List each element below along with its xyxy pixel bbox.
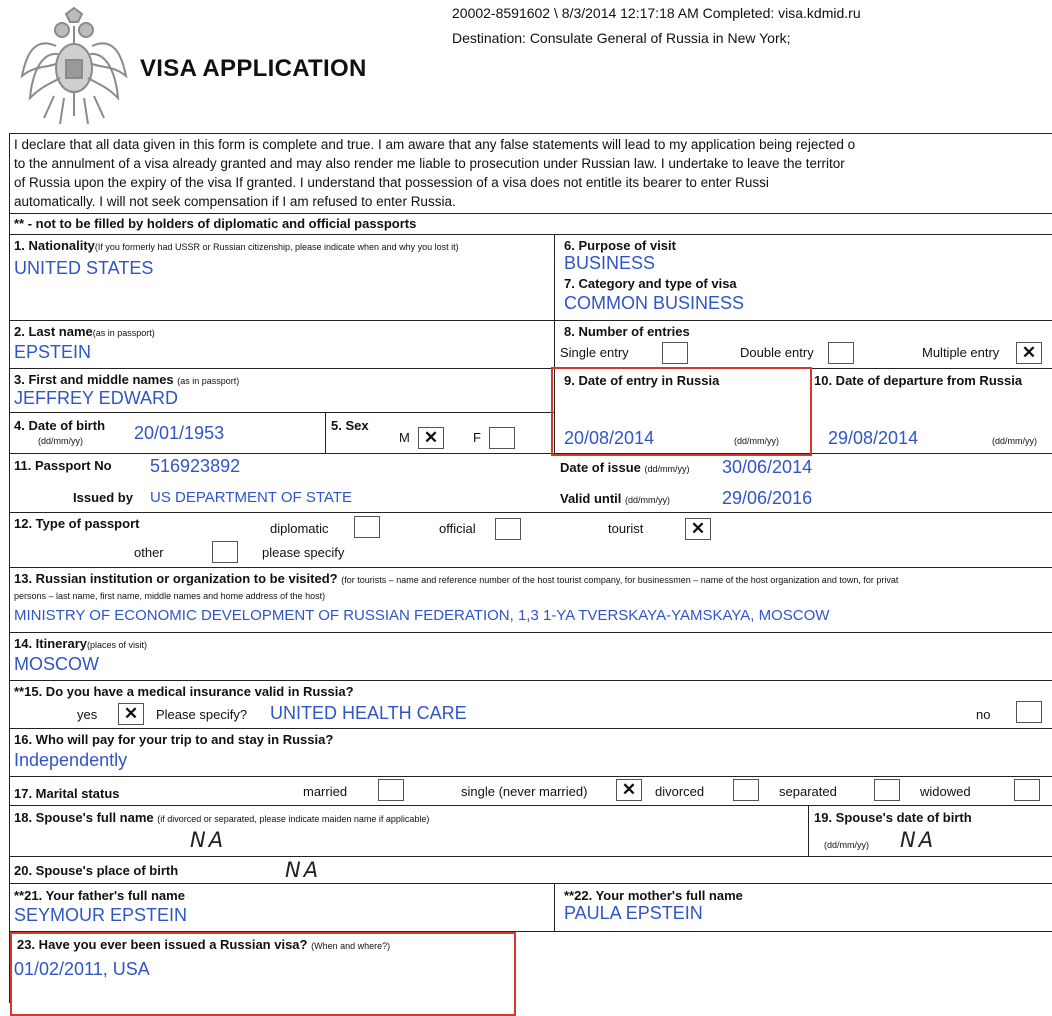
institution-hint: persons – last name, first name, middle names and home address of the host) [14, 591, 326, 601]
diplomatic-label: diplomatic [270, 521, 329, 536]
row-divider [9, 883, 1052, 884]
insurance-value[interactable]: UNITED HEALTH CARE [270, 703, 467, 723]
mother-label: **22. Your mother's full name [564, 888, 743, 903]
row-divider [9, 234, 1052, 235]
row-divider [9, 632, 1052, 633]
purpose-value[interactable]: BUSINESS [564, 253, 656, 273]
passport-no-label: 11. Passport No [14, 458, 112, 473]
row-divider [9, 776, 1052, 777]
row-divider [9, 680, 1052, 681]
entry-date-highlight [551, 367, 812, 456]
destination-meta: Destination: Consulate General of Russia in New York; [452, 30, 791, 46]
other-checkbox[interactable] [212, 541, 238, 563]
single-label: single (never married) [461, 784, 588, 799]
passport-type-label: 12. Type of passport [14, 516, 140, 531]
sex-f-checkbox[interactable] [489, 427, 515, 449]
column-divider [554, 883, 555, 931]
declaration-line: I declare that all data given in this form is complete and true. I am aware that any false statements will lead to my application being rejected o [14, 137, 856, 152]
sex-f-label: F [473, 430, 481, 445]
insurance-yes-label: yes [77, 707, 98, 722]
submission-meta: 20002-8591602 \ 8/3/2014 12:17:18 AM Completed: visa.kdmid.ru [452, 5, 861, 21]
payer-value[interactable]: Independently [14, 750, 128, 770]
single-checkbox[interactable]: ✕ [616, 779, 642, 801]
itinerary-label: 14. Itinerary(places of visit) [14, 636, 148, 651]
valid-until-label: Valid until (dd/mm/yy) [560, 491, 671, 506]
prior-visa-highlight [10, 932, 516, 1016]
first-names-label: 3. First and middle names (as in passport) [14, 372, 240, 387]
form-border-left [9, 133, 10, 1003]
date-issue-value[interactable]: 30/06/2014 [722, 457, 813, 477]
double-entry-label: Double entry [740, 345, 814, 360]
separated-checkbox[interactable] [874, 779, 900, 801]
insurance-specify-label: Please specify? [156, 707, 248, 722]
page-title: VISA APPLICATION [140, 55, 367, 82]
diplomatic-checkbox[interactable] [354, 516, 380, 538]
row-divider [9, 856, 1052, 857]
spouse-name-value[interactable]: NA [190, 828, 227, 852]
declaration-line: to the annulment of a visa already granted and may also render me liable to prosecution under Russian law. I undertake to leave the territor [14, 156, 845, 171]
payer-label: 16. Who will pay for your trip to and stay in Russia? [14, 732, 334, 747]
spouse-name-label: 18. Spouse's full name (if divorced or separated, please indicate maiden name if applicable) [14, 810, 430, 825]
marital-label: 17. Marital status [14, 786, 120, 801]
institution-label: 13. Russian institution or organization to be visited? (for tourists – name and reference number of the host tourist company, for businessmen – name of the host organization and town, for privat [14, 571, 899, 586]
single-entry-label: Single entry [560, 345, 629, 360]
spouse-dob-format: (dd/mm/yy) [824, 840, 869, 850]
widowed-checkbox[interactable] [1014, 779, 1040, 801]
row-divider [9, 805, 1052, 806]
row-divider [9, 512, 1052, 513]
entry-date-label: 9. Date of entry in Russia [564, 373, 720, 388]
spouse-dob-label: 19. Spouse's date of birth [814, 810, 972, 825]
separated-label: separated [779, 784, 837, 799]
emblem-icon [14, 6, 134, 130]
spouse-pob-value[interactable]: NA [285, 858, 322, 882]
sex-m-checkbox[interactable]: ✕ [418, 427, 444, 449]
insurance-yes-checkbox[interactable]: ✕ [118, 703, 144, 725]
first-names-value[interactable]: JEFFREY EDWARD [14, 388, 179, 408]
row-divider [9, 320, 1052, 321]
row-divider [9, 728, 1052, 729]
issued-by-value[interactable]: US DEPARTMENT OF STATE [150, 489, 352, 506]
column-divider [325, 412, 326, 453]
dob-label: 4. Date of birth [14, 418, 106, 433]
category-label: 7. Category and type of visa [564, 276, 737, 291]
prior-visa-label: 23. Have you ever been issued a Russian visa? (When and where?) [17, 937, 391, 952]
double-entry-checkbox[interactable] [828, 342, 854, 364]
row-divider [9, 368, 1052, 369]
widowed-label: widowed [920, 784, 971, 799]
departure-date-format: (dd/mm/yy) [992, 436, 1037, 446]
diplomatic-note: ** - not to be filled by holders of diplomatic and official passports [14, 216, 417, 231]
declaration-line: of Russia upon the expiry of the visa If granted. I understand that possession of a visa does not entitle its bearer to enter Russi [14, 175, 769, 190]
date-issue-label: Date of issue (dd/mm/yy) [560, 460, 690, 475]
declaration-line: automatically. I will not seek compensation if I am refused to enter Russia. [14, 194, 456, 209]
category-value[interactable]: COMMON BUSINESS [564, 293, 745, 313]
departure-date-label: 10. Date of departure from Russia [814, 373, 1023, 388]
entry-date-value[interactable]: 20/08/2014 [564, 428, 655, 448]
entry-date-format: (dd/mm/yy) [734, 436, 779, 446]
mother-value[interactable]: PAULA EPSTEIN [564, 903, 703, 923]
dob-value[interactable]: 20/01/1953 [134, 423, 225, 443]
father-label: **21. Your father's full name [14, 888, 185, 903]
other-label: other [134, 545, 164, 560]
purpose-label: 6. Purpose of visit [564, 238, 676, 253]
official-label: official [439, 521, 476, 536]
sex-m-label: M [399, 430, 410, 445]
dob-format: (dd/mm/yy) [38, 436, 83, 446]
spouse-dob-value[interactable]: NA [900, 828, 937, 852]
divorced-checkbox[interactable] [733, 779, 759, 801]
please-specify-label: please specify [262, 545, 345, 560]
tourist-label: tourist [608, 521, 644, 536]
single-entry-checkbox[interactable] [662, 342, 688, 364]
passport-no-value[interactable]: 516923892 [150, 456, 241, 476]
married-checkbox[interactable] [378, 779, 404, 801]
column-divider [808, 805, 809, 856]
sex-label: 5. Sex [331, 418, 369, 433]
multiple-entry-checkbox[interactable]: ✕ [1016, 342, 1042, 364]
valid-until-value[interactable]: 29/06/2016 [722, 488, 813, 508]
row-divider [9, 412, 554, 413]
issued-by-label: Issued by [73, 490, 133, 505]
last-name-value[interactable]: EPSTEIN [14, 342, 92, 362]
insurance-no-label: no [976, 707, 991, 722]
divorced-label: divorced [655, 784, 705, 799]
official-checkbox[interactable] [495, 518, 521, 540]
row-divider [9, 213, 1052, 214]
insurance-no-checkbox[interactable] [1016, 701, 1042, 723]
form-border-top [9, 133, 1052, 134]
itinerary-value[interactable]: MOSCOW [14, 654, 99, 674]
prior-visa-value[interactable]: 01/02/2011, USA [14, 959, 150, 979]
entries-label: 8. Number of entries [564, 324, 690, 339]
insurance-label: **15. Do you have a medical insurance valid in Russia? [14, 684, 354, 699]
row-divider [9, 453, 1052, 454]
departure-date-value[interactable]: 29/08/2014 [828, 428, 919, 448]
multiple-entry-label: Multiple entry [922, 345, 1000, 360]
institution-value[interactable]: MINISTRY OF ECONOMIC DEVELOPMENT OF RUSSIAN FEDERATION, 1,3 1-YA TVERSKAYA-YAMSKAYA, MOSCOW [14, 607, 830, 624]
row-divider [9, 567, 1052, 568]
father-value[interactable]: SEYMOUR EPSTEIN [14, 905, 188, 925]
nationality-value[interactable]: UNITED STATES [14, 258, 154, 278]
spouse-pob-label: 20. Spouse's place of birth [14, 863, 179, 878]
nationality-label: 1. Nationality(If you formerly had USSR or Russian citizenship, please indicate when and why you lost it) [14, 238, 459, 253]
declaration-text [14, 135, 1052, 211]
married-label: married [303, 784, 348, 799]
last-name-label: 2. Last name(as in passport) [14, 324, 155, 339]
tourist-checkbox[interactable]: ✕ [685, 518, 711, 540]
